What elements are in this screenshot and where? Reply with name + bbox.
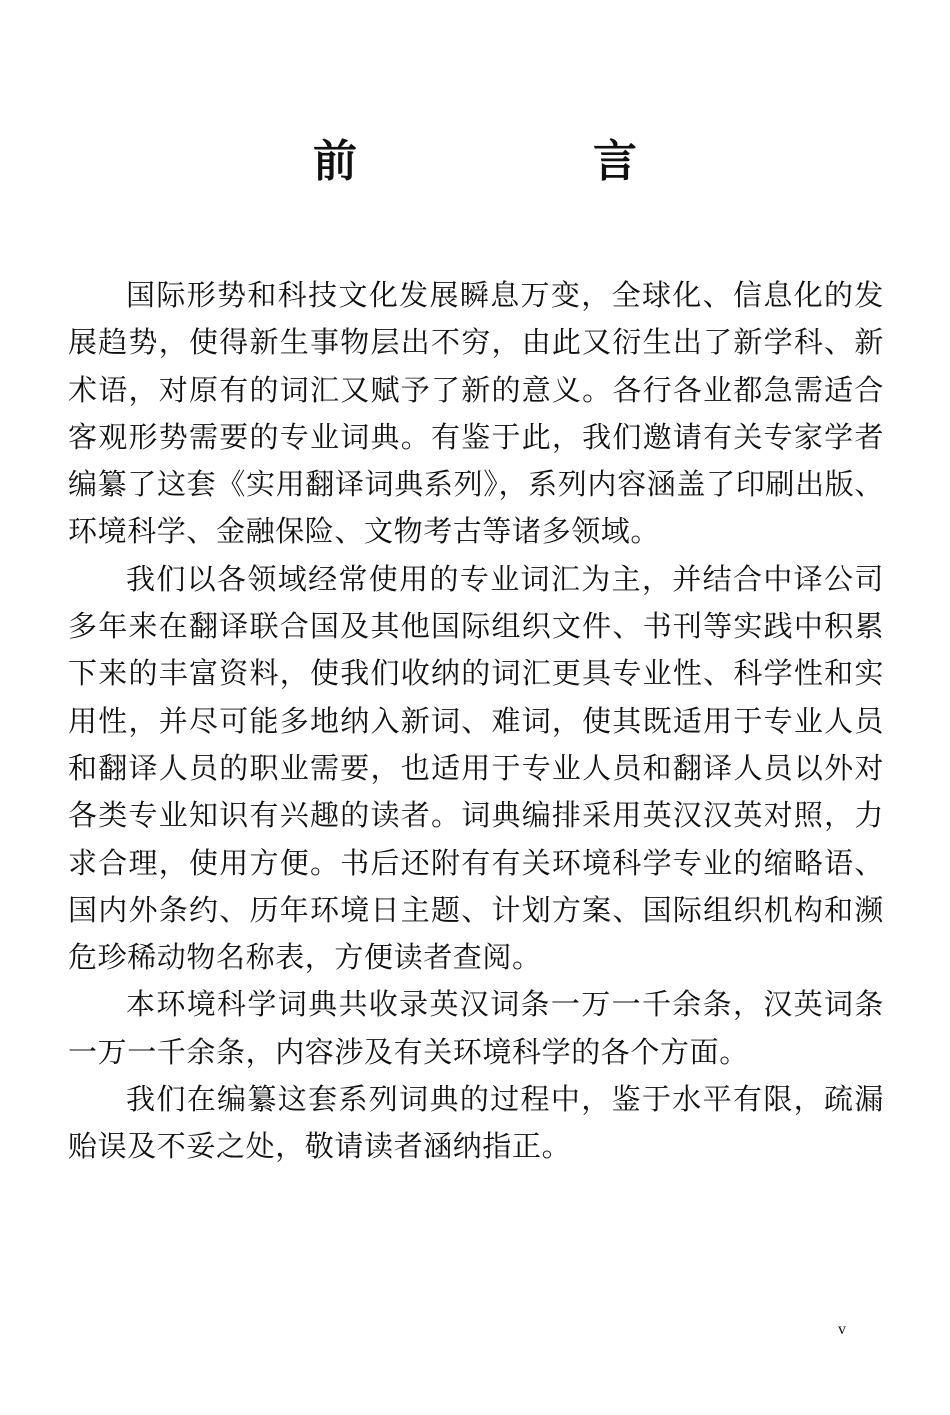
paragraph-3: 本环境科学词典共收录英汉词条一万一千余条，汉英词条一万一千余条，内容涉及有关环境科学的各个方面。 bbox=[68, 987, 884, 1069]
paragraph-4: 我们在编纂这套系列词典的过程中，鉴于水平有限，疏漏贻误及不妥之处，敬请读者涵纳指正。 bbox=[68, 1082, 884, 1164]
paragraph-1: 国际形势和科技文化发展瞬息万变，全球化、信息化的发展趋势，使得新生事物层出不穷，由此又衍生出了新学科、新术语，对原有的词汇又赋予了新的意义。各行各业都急需适合客观形势需要的专业词典。有鉴于此，我们邀请有关专家学者编纂了这套《实用翻译词典系列》，系列内容涵盖了印刷出版、环境科学、金融保险、文物考古等诸多领域。 bbox=[68, 278, 884, 549]
preface-body bbox=[68, 272, 884, 1171]
page-number: v bbox=[838, 1321, 846, 1338]
paragraph-2: 我们以各领域经常使用的专业词汇为主，并结合中译公司多年来在翻译联合国及其他国际组织文件、书刊等实践中积累下来的丰富资料，使我们收纳的词汇更具专业性、科学性和实用性，并尽可能多地纳入新词、难词，使其既适用于专业人员和翻译人员的职业需要，也适用于专业人员和翻译人员以外对各类专业知识有兴趣的读者。词典编排采用英汉汉英对照，力求合理，使用方便。书后还附有有关环境科学专业的缩略语、国内外条约、历年环境日主题、计划方案、国际组织机构和濒危珍稀动物名称表，方便读者查阅。 bbox=[68, 561, 884, 975]
page-title: 前 言 bbox=[313, 136, 733, 187]
